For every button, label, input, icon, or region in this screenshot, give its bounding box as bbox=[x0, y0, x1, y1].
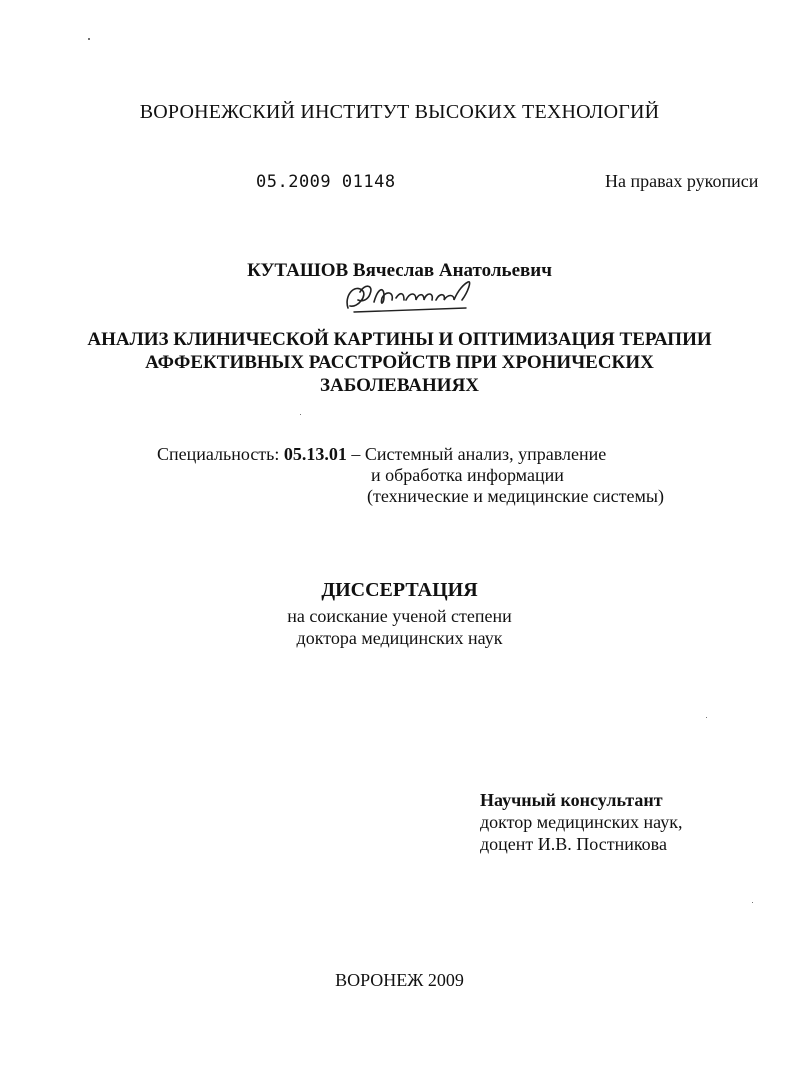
institute-name: ВОРОНЕЖСКИЙ ИНСТИТУТ ВЫСОКИХ ТЕХНОЛОГИЙ bbox=[139, 101, 660, 123]
specialty-code: 05.13.01 bbox=[283, 444, 347, 464]
scan-speck bbox=[88, 38, 90, 40]
specialty-dash: – bbox=[351, 444, 361, 464]
specialty-block bbox=[157, 444, 664, 507]
specialty-label: Специальность: bbox=[157, 444, 280, 464]
dissertation-topic bbox=[0, 328, 799, 397]
city-year: ВОРОНЕЖ 2009 bbox=[335, 970, 464, 990]
topic-line-2: АФФЕКТИВНЫХ РАССТРОЙСТВ ПРИ ХРОНИЧЕСКИХ bbox=[145, 352, 654, 373]
topic-line-1: АНАЛИЗ КЛИНИЧЕСКОЙ КАРТИНЫ И ОПТИМИЗАЦИЯ ТЕРАПИИ bbox=[87, 329, 712, 350]
specialty-name-line-1: Системный анализ, управление bbox=[364, 444, 607, 464]
author-surname: КУТАШОВ bbox=[247, 260, 349, 281]
author-given-names: Вячеслав Анатольевич bbox=[352, 260, 552, 281]
specialty-name-line-2: и обработка информации bbox=[371, 465, 564, 485]
dissertation-heading: ДИССЕРТАЦИЯ bbox=[321, 579, 478, 601]
consultant-heading: Научный консультант bbox=[480, 790, 663, 810]
scan-speck bbox=[300, 414, 301, 415]
scan-speck bbox=[706, 717, 707, 718]
consultant-name: доцент И.В. Постникова bbox=[480, 834, 667, 854]
consultant-degree: доктор медицинских наук, bbox=[480, 812, 683, 832]
topic-line-3: ЗАБОЛЕВАНИЯХ bbox=[319, 375, 480, 396]
specialty-name-line-3: (технические и медицинские системы) bbox=[367, 486, 664, 506]
rights-note: На правах рукописи bbox=[605, 171, 759, 191]
degree-description bbox=[0, 605, 799, 649]
signature-icon bbox=[340, 278, 480, 318]
degree-line-2: доктора медицинских наук bbox=[296, 628, 503, 648]
consultant-block bbox=[480, 789, 682, 855]
degree-line-1: на соискание ученой степени bbox=[287, 606, 512, 626]
registry-number: 05.2009 01148 bbox=[256, 172, 396, 192]
scan-speck bbox=[752, 902, 753, 903]
